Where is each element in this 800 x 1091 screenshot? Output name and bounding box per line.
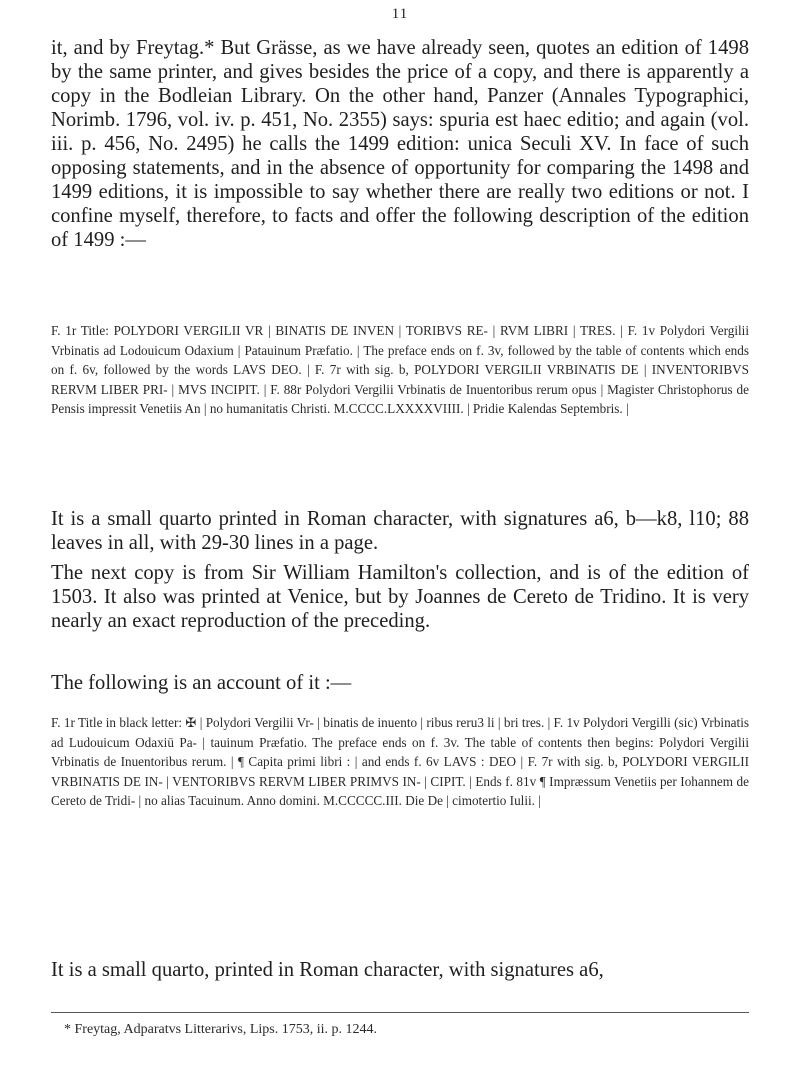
description-text: F. 1r Title in black letter: ✠ | Polydori Vergilii Vr- | binatis de inuento | ribus reru3 li | bri tres. | F. 1v Polydori Vergilli (sic) Vrbinatis ad Ludouicum Odaxiū Pa- | tauinum Præfatio. The preface ends on f. 3v. The table of contents then begins: Polydori Vergilii Vrbinatis de Inuentoribus rerum. | ¶ Capita primi libri : | and ends f. 6v LAVS : DEO | F. 7r with sig. b, POLYDORI VERGILII VRBINATIS DE IN- | VENTORIBVS RERVM LIBER PRIMVS IN- | CIPIT. | Ends f. 81v ¶ Impræssum Venetiis per Iohannem de Cereto de Tridi- | no alias Tacuinum. Anno domini. M.CCCCC.III. Die De | cimotertio Iulii. | xyxy=(51,715,749,808)
paragraph-text: It is a small quarto printed in Roman character, with signatures a6, b—k8, l10; 88 leaves in all, with 29-30 lines in a page. xyxy=(51,508,749,554)
paragraph-4 xyxy=(51,671,749,695)
description-text: F. 1r Title: POLYDORI VERGILII VR | BINATIS DE INVEN | TORIBVS RE- | RVM LIBRI | TRES. | F. 1v Polydori Vergilii Vrbinatis ad Lodouicum Odaxium | Patauinum Præfatio. | The preface ends on f. 3v, followed by the table of contents which ends on f. 6v, followed by the words LAVS DEO. | F. 7r with sig. b, POLYDORI VERGILII VRBINATIS DE | INVENTORIBVS RERVM LIBER PRI- | MVS INCIPIT. | F. 88r Polydori Vergilii Vrbinatis de Inuentoribus rerum opus | Magister Christophorus de Pensis impressit Venetiis An | no humanitatis Christi. M.CCCC.LXXXXVIIII. | Pridie Kalendas Septembris. | xyxy=(51,323,749,416)
paragraph-text: It is a small quarto, printed in Roman character, with signatures a6, xyxy=(51,959,604,981)
paragraph-text: it, and by Freytag.* But Grässe, as we have already seen, quotes an edition of 1498 by the same printer, and gives besides the price of a copy, and there is apparently a copy in the Bodleian Library. On the other hand, Panzer (Annales Typographici, Norimb. 1796, vol. iv. p. 451, No. 2355) says: spuria est haec editio; and again (vol. iii. p. 456, No. 2495) he calls the 1499 edition: unica Seculi XV. In face of such opposing statements, and in the absence of opportunity for comparing the 1498 and 1499 editions, it is impossible to say whether there are really two editions or not. I confine myself, therefore, to facts and offer the following description of the edition of 1499 :— xyxy=(51,37,749,251)
paragraph-text: The next copy is from Sir William Hamilton's collection, and is of the edition of 1503. It also was printed at Venice, but by Joannes de Cereto de Tridino. It is very nearly an exact reproduction of the preceding. xyxy=(51,562,749,632)
paragraph-2 xyxy=(51,507,749,555)
footnote: * Freytag, Adparatvs Litterarivs, Lips. 1753, ii. p. 1244. xyxy=(64,1022,378,1037)
page-number: 11 xyxy=(391,6,409,22)
description-1503-edition xyxy=(51,713,749,811)
paragraph-5 xyxy=(51,958,749,982)
paragraph-text: The following is an account of it :— xyxy=(51,672,352,694)
paragraph-1 xyxy=(51,36,749,252)
footnote-divider xyxy=(51,1012,749,1013)
description-1999-edition xyxy=(51,321,749,419)
paragraph-3 xyxy=(51,561,749,633)
